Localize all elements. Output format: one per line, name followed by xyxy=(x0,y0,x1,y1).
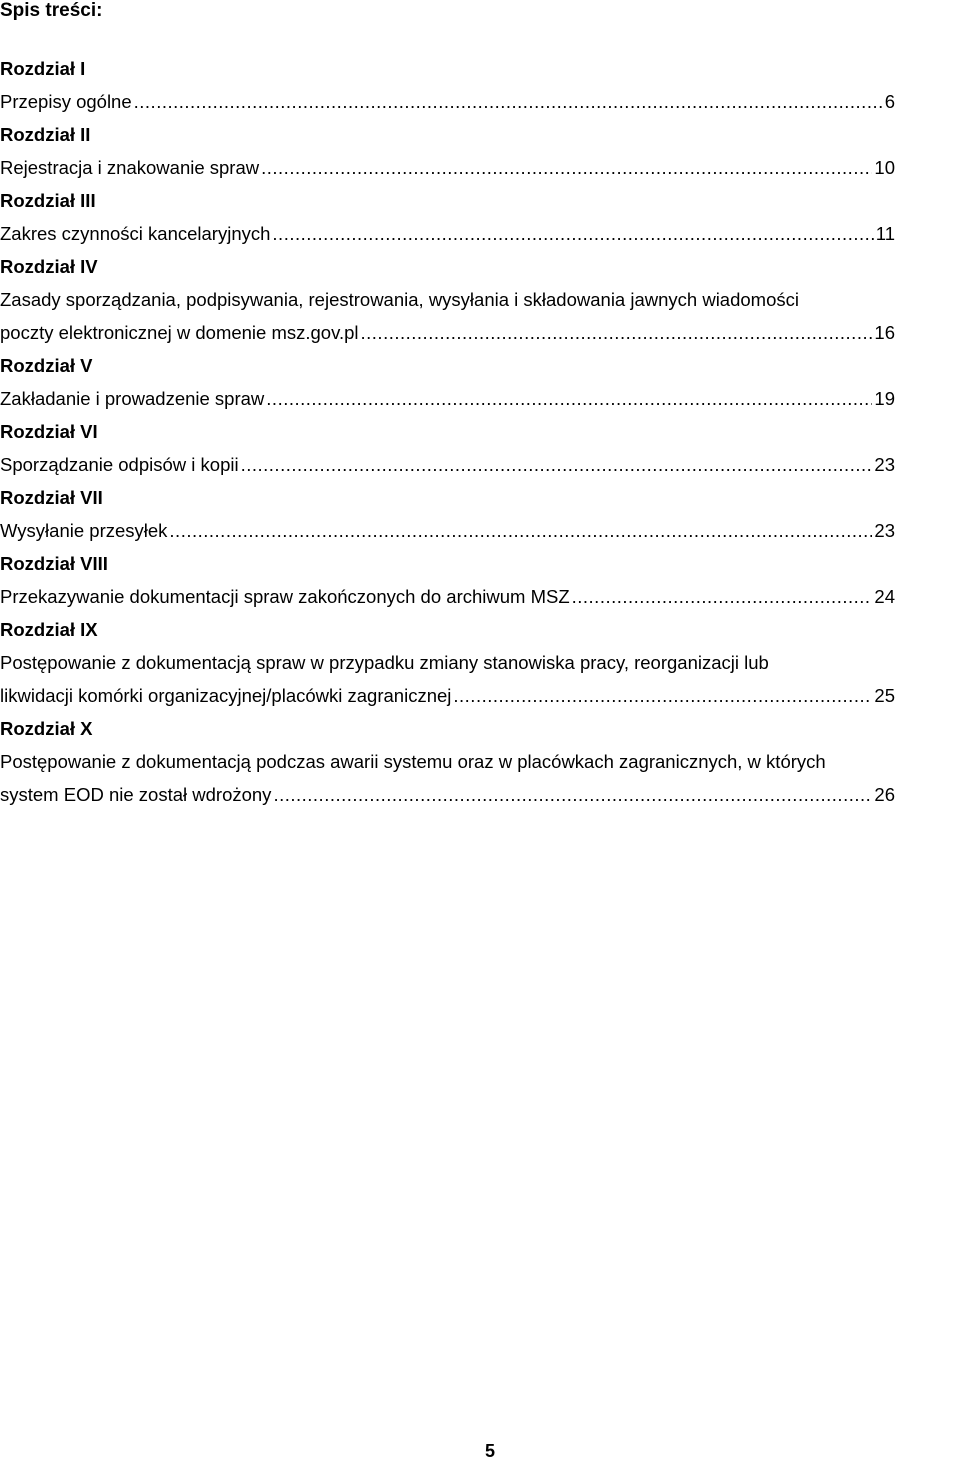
chapter-heading[interactable]: Rozdział VI xyxy=(0,421,98,442)
chapter-title: Wysyłanie przesyłek xyxy=(0,520,168,541)
toc-chapter xyxy=(0,349,960,415)
toc-entry-line xyxy=(0,85,895,118)
toc-entry-line xyxy=(0,316,895,349)
dot-leader xyxy=(273,778,872,811)
toc-entry-line xyxy=(0,382,895,415)
chapter-entry[interactable] xyxy=(0,514,960,547)
chapter-title: Sporządzanie odpisów i kopii xyxy=(0,454,239,475)
chapter-heading[interactable]: Rozdział IX xyxy=(0,619,98,640)
toc-page-number: 19 xyxy=(874,388,895,409)
toc-page-number: 26 xyxy=(874,784,895,805)
chapter-title: system EOD nie został wdrożony xyxy=(0,784,272,805)
chapter-title: Zakres czynności kancelaryjnych xyxy=(0,223,271,244)
toc-entry-line xyxy=(0,514,895,547)
chapter-entry[interactable] xyxy=(0,151,960,184)
toc-chapter xyxy=(0,415,960,481)
chapter-entry[interactable] xyxy=(0,85,960,118)
chapter-entry[interactable] xyxy=(0,646,960,712)
chapter-heading[interactable]: Rozdział II xyxy=(0,124,91,145)
dot-leader xyxy=(266,382,872,415)
dot-leader xyxy=(261,151,872,184)
toc-page-number: 23 xyxy=(874,520,895,541)
chapter-entry[interactable] xyxy=(0,217,960,250)
chapter-title: Przekazywanie dokumentacji spraw zakończonych do archiwum MSZ xyxy=(0,586,570,607)
chapter-entry[interactable] xyxy=(0,580,960,613)
chapter-title: Przepisy ogólne xyxy=(0,91,132,112)
toc-chapter xyxy=(0,118,960,184)
toc-page-number: 23 xyxy=(874,454,895,475)
dot-leader xyxy=(361,316,873,349)
chapter-title-line: Zasady sporządzania, podpisywania, rejestrowania, wysyłania i składowania jawnych wiadomości xyxy=(0,289,799,310)
toc-entry-line xyxy=(0,217,895,250)
toc-entry-line xyxy=(0,580,895,613)
toc-page-number: 24 xyxy=(874,586,895,607)
toc-entry-line xyxy=(0,151,895,184)
toc-title: Spis treści: xyxy=(0,0,103,21)
chapter-heading[interactable]: Rozdział V xyxy=(0,355,93,376)
dot-leader xyxy=(241,448,873,481)
toc-chapter xyxy=(0,712,960,811)
toc-chapter xyxy=(0,547,960,613)
chapter-title-line: Postępowanie z dokumentacją podczas awarii systemu oraz w placówkach zagranicznych, w których xyxy=(0,751,826,772)
toc-chapter xyxy=(0,481,960,547)
table-of-contents xyxy=(0,52,960,811)
toc-page-number: 11 xyxy=(875,223,895,244)
toc-page-number: 16 xyxy=(874,322,895,343)
chapter-heading[interactable]: Rozdział X xyxy=(0,718,93,739)
dot-leader xyxy=(169,514,872,547)
toc-page-number: 10 xyxy=(874,157,895,178)
chapter-heading[interactable]: Rozdział III xyxy=(0,190,96,211)
chapter-entry[interactable] xyxy=(0,448,960,481)
chapter-heading[interactable]: Rozdział I xyxy=(0,58,86,79)
toc-page-number: 6 xyxy=(884,91,895,112)
toc-chapter xyxy=(0,613,960,712)
chapter-title: Rejestracja i znakowanie spraw xyxy=(0,157,260,178)
chapter-title: poczty elektronicznej w domenie msz.gov.pl xyxy=(0,322,359,343)
chapter-heading[interactable]: Rozdział VIII xyxy=(0,553,108,574)
page-number: 5 xyxy=(484,1441,495,1461)
toc-page-number: 25 xyxy=(874,685,895,706)
dot-leader xyxy=(272,217,873,250)
chapter-heading[interactable]: Rozdział IV xyxy=(0,256,98,277)
dot-leader xyxy=(134,85,883,118)
dot-leader xyxy=(453,679,872,712)
chapter-title: likwidacji komórki organizacyjnej/placówki zagranicznej xyxy=(0,685,452,706)
toc-entry-line xyxy=(0,448,895,481)
chapter-heading[interactable]: Rozdział VII xyxy=(0,487,103,508)
toc-entry-line xyxy=(0,679,895,712)
chapter-entry[interactable] xyxy=(0,382,960,415)
toc-chapter xyxy=(0,184,960,250)
chapter-entry[interactable] xyxy=(0,745,960,811)
chapter-title-line: Postępowanie z dokumentacją spraw w przypadku zmiany stanowiska pracy, reorganizacji lub xyxy=(0,652,769,673)
toc-chapter xyxy=(0,250,960,349)
chapter-entry[interactable] xyxy=(0,283,960,349)
dot-leader xyxy=(572,580,873,613)
toc-chapter xyxy=(0,52,960,118)
chapter-title: Zakładanie i prowadzenie spraw xyxy=(0,388,265,409)
toc-entry-line xyxy=(0,778,895,811)
